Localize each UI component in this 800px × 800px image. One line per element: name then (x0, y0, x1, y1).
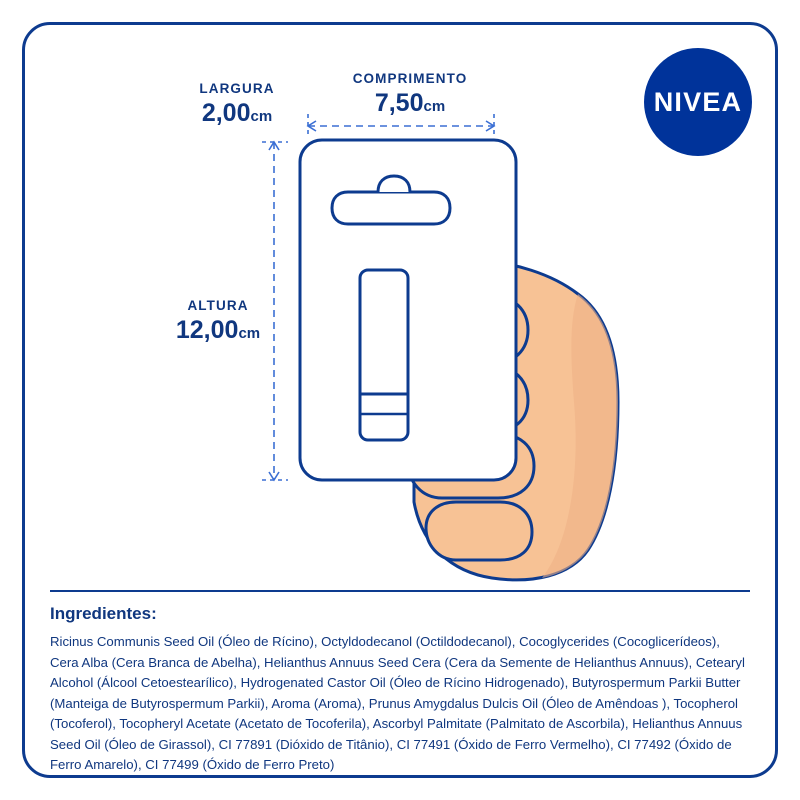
largura-value: 2,00 (201, 99, 251, 127)
largura-unit: cm (250, 108, 273, 125)
comprimento-value: 7,50 (374, 89, 424, 117)
comprimento-unit: cm (423, 98, 446, 115)
altura-title: ALTURA (187, 298, 249, 313)
product-illustration (22, 22, 778, 582)
lip-balm-stick (360, 270, 408, 440)
ingredients-section (50, 592, 750, 776)
ingredients-title: Ingredientes: (50, 604, 157, 623)
largura-title: LARGURA (199, 81, 275, 96)
ingredients-text: Ricinus Communis Seed Oil (Óleo de Rícino), Octyldodecanol (Octildodecanol), Cocoglycerides (Cocoglicerídeos), Cera Alba (Cera Branca de Abelha), Helianthus Annuus Seed Cera (Cera da Semente de Helianthus Annuus), Cetearyl Alcohol (Álcool Cetoestearílico), Hydrogenated Castor Oil (Óleo de Rícino Hidrogenado), Butyrospermum Parkii Butter (Manteiga de Butyrospermum Parkii), Aroma (Aroma), Prunus Amygdalus Dulcis Oil (Óleo de Amêndoas ), Tocopherol (Tocoferol), Tocopheryl Acetate (Acetato de Tocoferila), Ascorbyl Palmitate (Palmitato de Ascorbila), Helianthus Annuus Seed Oil (Óleo de Girassol), CI 77891 (Dióxido de Titânio), CI 77491 (Óxido de Ferro Vermelho), CI 77492 (Óxido de Ferro Amarelo), CI 77499 (Óxido de Ferro Preto) (50, 634, 745, 772)
altura-unit: cm (238, 325, 261, 342)
altura-value: 12,00 (175, 316, 239, 344)
nivea-logo-text: NIVEA (653, 86, 743, 117)
comprimento-title: COMPRIMENTO (352, 71, 468, 86)
